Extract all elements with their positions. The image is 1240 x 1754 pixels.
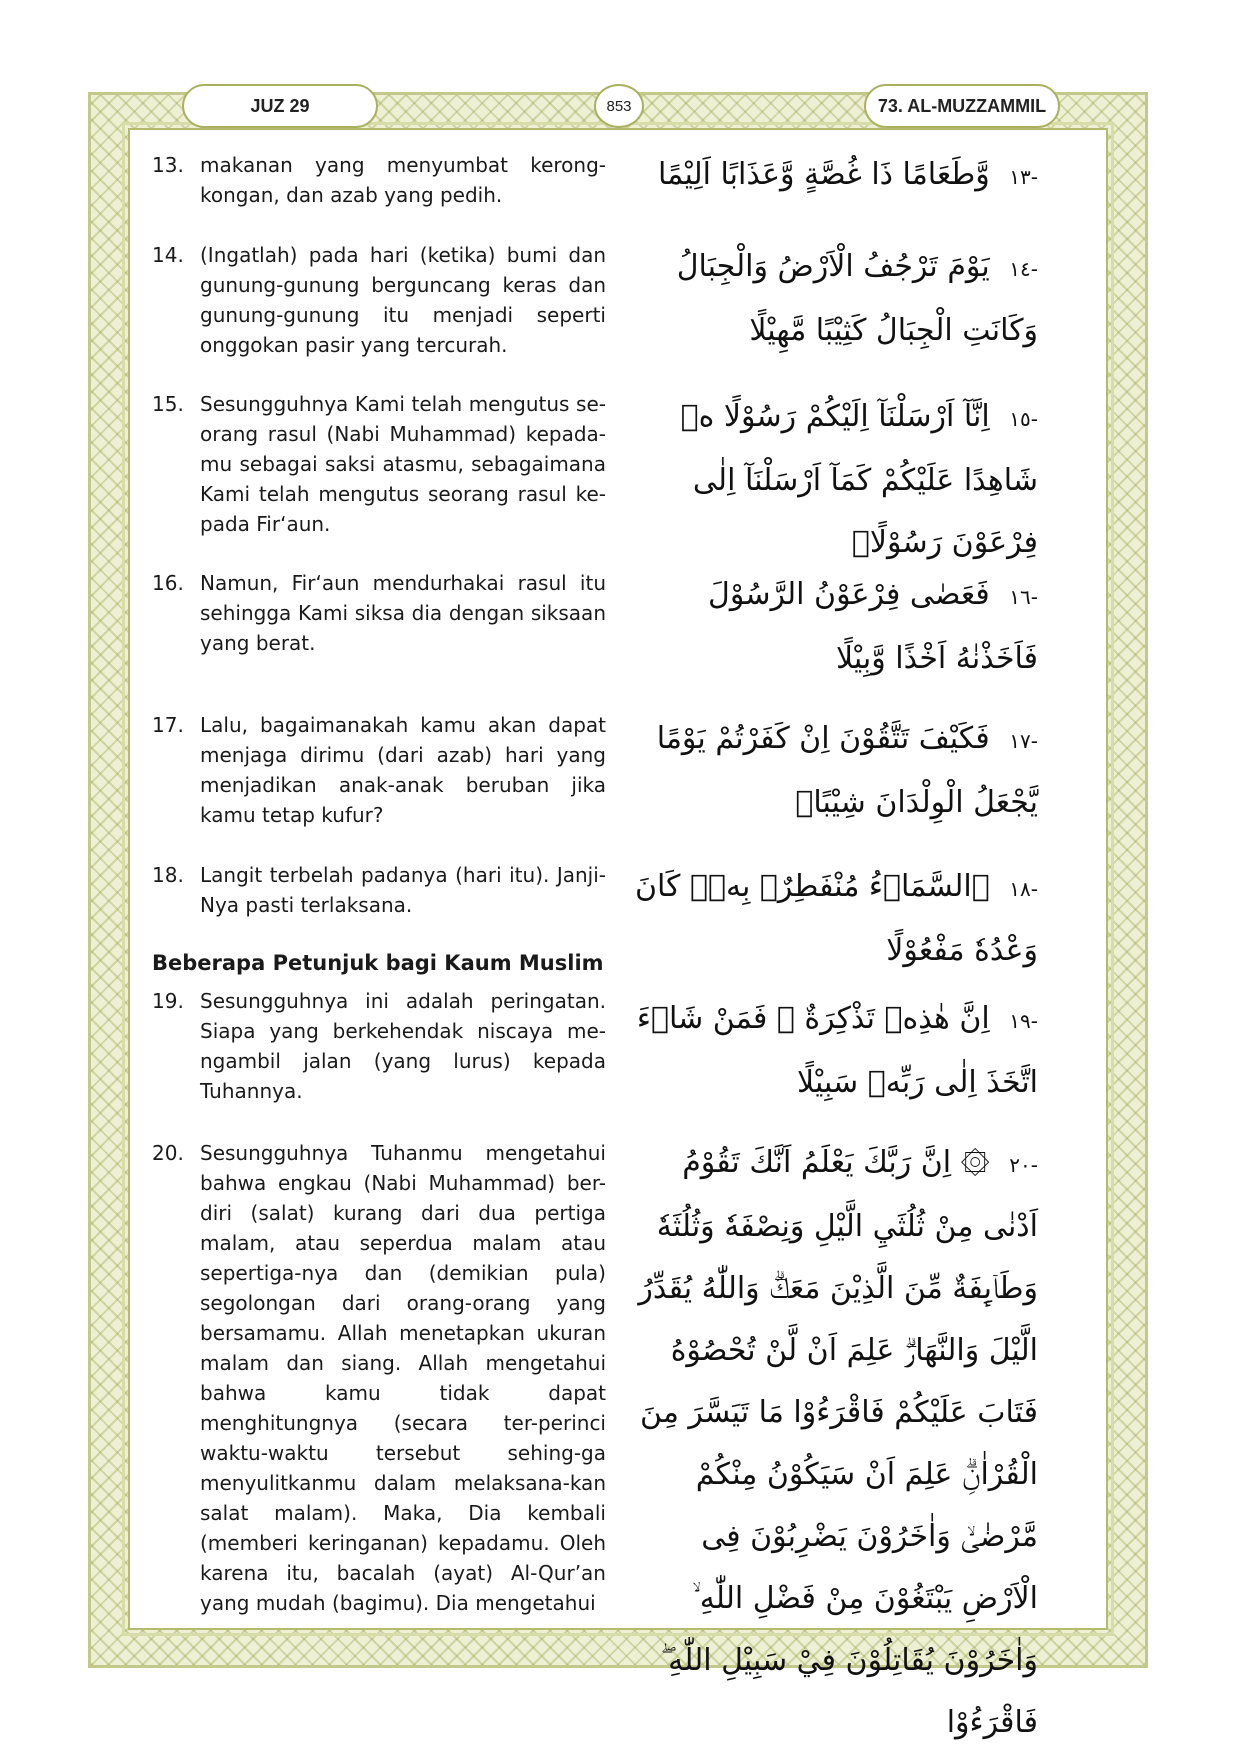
arabic-verse-number: -١٩ [1009, 1009, 1038, 1033]
verse-text: Namun, Fir‘aun mendurhakai rasul itu sehingga Kami siksa dia dengan siksaan yang berat. [200, 571, 606, 655]
arabic-text: اِنَّآ اَرْسَلْنَآ اِلَيْكُمْ رَسُوْلًا ەۙ شَاهِدًا عَلَيْكُمْ كَمَآ اَرْسَلْنَآ اِلٰى فِرْعَوْنَ رَسُوْلًاۗ [680, 399, 1038, 560]
verse-translation [152, 710, 606, 830]
verse-number: 17. [152, 713, 184, 737]
verse-translation [152, 568, 606, 658]
verse-translation [152, 860, 606, 920]
arabic-verse [628, 386, 1038, 574]
verse-text: (Ingatlah) pada hari (ketika) bumi dan gunung-gunung berguncang keras dan gunung-gunung itu menjadi seperti onggokan pasir yang tercurah. [200, 243, 606, 357]
arabic-text: ۨالسَّمَاۤءُ مُنْفَطِرٌۢ بِهٖۗ كَانَ وَعْدُهٗ مَفْعُوْلًا [634, 869, 1038, 968]
verse-translation [152, 1138, 606, 1618]
arabic-verse [628, 144, 1038, 208]
section-heading: Beberapa Petunjuk bagi Kaum Muslim [152, 951, 604, 975]
verse-translation [152, 150, 606, 210]
arabic-verse [628, 564, 1038, 690]
arabic-verse-number: -١٤ [1009, 257, 1038, 281]
arabic-verse [628, 988, 1038, 1114]
arabic-verse [628, 236, 1038, 362]
arabic-text: وَّطَعَامًا ذَا غُصَّةٍ وَّعَذَابًا اَلِيْمًا [657, 157, 990, 192]
arabic-text: يَوْمَ تَرْجُفُ الْاَرْضُ وَالْجِبَالُ وَكَانَتِ الْجِبَالُ كَثِيْبًا مَّهِيْلًا [676, 249, 1038, 348]
juz-label: JUZ 29 [182, 84, 378, 128]
verse-number: 15. [152, 392, 184, 416]
arabic-text: ۞ اِنَّ رَبَّكَ يَعْلَمُ اَنَّكَ تَقُوْمُ اَدْنٰى مِنْ ثُلُثَيِ الَّيْلِ وَنِصْفَهٗ وَثُلُثَهٗ وَطَاۤىِٕفَةٌ مِّنَ الَّذِيْنَ مَعَكَۗ وَاللّٰهُ يُقَدِّرُ الَّيْلَ وَالنَّهَارَۗ عَلِمَ اَنْ لَّنْ تُحْصُوْهُ فَتَابَ عَلَيْكُمْ فَاقْرَءُوْا مَا تَيَسَّرَ مِنَ الْقُرْاٰنِۗ عَلِمَ اَنْ سَيَكُوْنُ مِنْكُمْ مَّرْضٰىۙ وَاٰخَرُوْنَ يَضْرِبُوْنَ فِى الْاَرْضِ يَبْتَغُوْنَ مِنْ فَضْلِ اللّٰهِ ۙ وَاٰخَرُوْنَ يُقَاتِلُوْنَ فِيْ سَبِيْلِ اللّٰهِ ۖ فَاقْرَءُوْا [638, 1145, 1038, 1740]
arabic-verse [628, 1132, 1038, 1754]
verse-text: Sesungguhnya Tuhanmu mengetahui bahwa engkau (Nabi Muhammad) ber-diri (salat) kurang dari dua pertiga malam, atau seperdua malam atau sepertiga-nya dan (demikian pula) segolongan dari orang-orang yang bersamamu. Allah menetapkan ukuran malam dan siang. Allah mengetahui bahwa kamu tidak dapat menghitungnya (secara ter-perinci waktu-waktu tersebut sehing-ga menyulitkanmu dalam melaksana-kan salat malam). Maka, Dia kembali (memberi keringanan) kepadamu. Oleh karena itu, bacalah (ayat) Al-Qur’an yang mudah (bagimu). Dia mengetahui [200, 1141, 606, 1615]
arabic-text: فَكَيْفَ تَتَّقُوْنَ اِنْ كَفَرْتُمْ يَوْمًا يَّجْعَلُ الْوِلْدَانَ شِيْبًاۖ [656, 721, 1038, 820]
verse-text: makanan yang menyumbat kerong-kongan, dan azab yang pedih. [200, 153, 606, 207]
verse-text: Sesungguhnya Kami telah mengutus se-orang rasul (Nabi Muhammad) kepada-mu sebagai saksi atasmu, sebagaimana Kami telah mengutus seorang rasul ke-pada Fir‘aun. [200, 392, 606, 536]
verse-number: 18. [152, 863, 184, 887]
arabic-verse-number: -١٧ [1009, 729, 1038, 753]
page-number: 853 [594, 84, 644, 128]
verse-translation [152, 389, 606, 539]
arabic-verse-number: -١٣ [1009, 165, 1038, 189]
verse-number: 20. [152, 1141, 184, 1165]
arabic-text: فَعَصٰى فِرْعَوْنُ الرَّسُوْلَ فَاَخَذْنٰهُ اَخْذًا وَّبِيْلًا [708, 577, 1038, 676]
verse-translation [152, 240, 606, 360]
surah-label: 73. AL-MUZZAMMIL [864, 84, 1060, 128]
verse-text: Langit terbelah padanya (hari itu). Janji-Nya pasti terlaksana. [200, 863, 606, 917]
verse-number: 14. [152, 243, 184, 267]
arabic-verse-number: -٢٠ [1009, 1153, 1038, 1177]
arabic-verse [628, 856, 1038, 982]
verse-translation [152, 986, 606, 1106]
verse-text: Sesungguhnya ini adalah peringatan. Siapa yang berkehendak niscaya me-ngambil jalan (yang lurus) kepada Tuhannya. [200, 989, 606, 1103]
arabic-verse [628, 708, 1038, 834]
verse-number: 16. [152, 571, 184, 595]
verse-number: 13. [152, 153, 184, 177]
arabic-verse-number: -١٦ [1009, 585, 1038, 609]
arabic-verse-number: -١٥ [1009, 407, 1038, 431]
verse-text: Lalu, bagaimanakah kamu akan dapat menjaga dirimu (dari azab) hari yang menjadikan anak-anak beruban jika kamu tetap kufur? [200, 713, 606, 827]
verse-number: 19. [152, 989, 184, 1013]
arabic-verse-number: -١٨ [1009, 877, 1038, 901]
arabic-text: اِنَّ هٰذِهٖ تَذْكِرَةٌ ۚ فَمَنْ شَاۤءَ اتَّخَذَ اِلٰى رَبِّهٖ سَبِيْلًا [636, 1001, 1038, 1100]
